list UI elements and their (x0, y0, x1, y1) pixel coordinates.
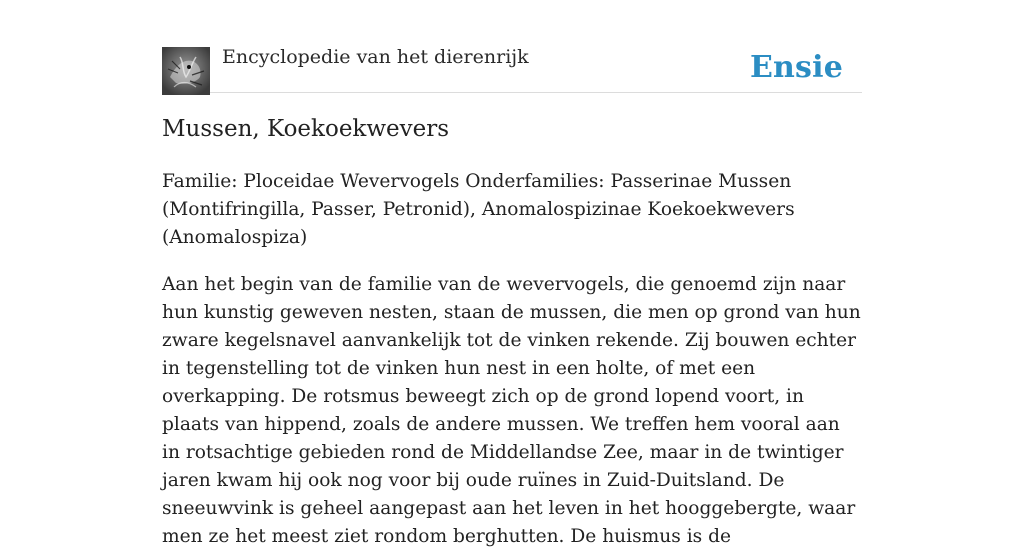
family-paragraph: Familie: Ploceidae Wevervogels Onderfamilies: Passerinae Mussen (Montifringilla, Passer, Petronid), Anomalospizinae Koekoekwevers (Anomalospiza) (162, 171, 795, 248)
source-title[interactable]: Encyclopedie van het dierenrijk (222, 46, 529, 68)
brand-logo[interactable]: Ensie (749, 50, 843, 85)
body-paragraph: Aan het begin van de familie van de wevervogels, die genoemd zijn naar hun kunstig geweven nesten, staan de mussen, die men op grond van hun zware kegelsnavel aanvankelijk tot de vinken rekende. Zij bouwen echter in tegenstelling tot de vinken hun nest in een holte, of met een overkapping. De rotsmus beweegt zich op de grond lopend voort, in plaats van hippend, zoals de andere mussen. We treffen hem vooral aan in rotsachtige gebieden rond de Middellandse Zee, maar in de twintiger jaren kwam hij ook nog voor bij oude ruïnes in Zuid-Duitsland. De sneeuwvink is geheel aangepast aan het leven in het hooggebergte, waar men ze het meest ziet rondom berghutten. De huismus is de (162, 274, 861, 547)
header (162, 0, 862, 93)
page-title: Mussen, Koekoekwevers (162, 116, 450, 142)
bird-engraving-icon[interactable] (162, 47, 210, 95)
article-page (162, 0, 862, 547)
